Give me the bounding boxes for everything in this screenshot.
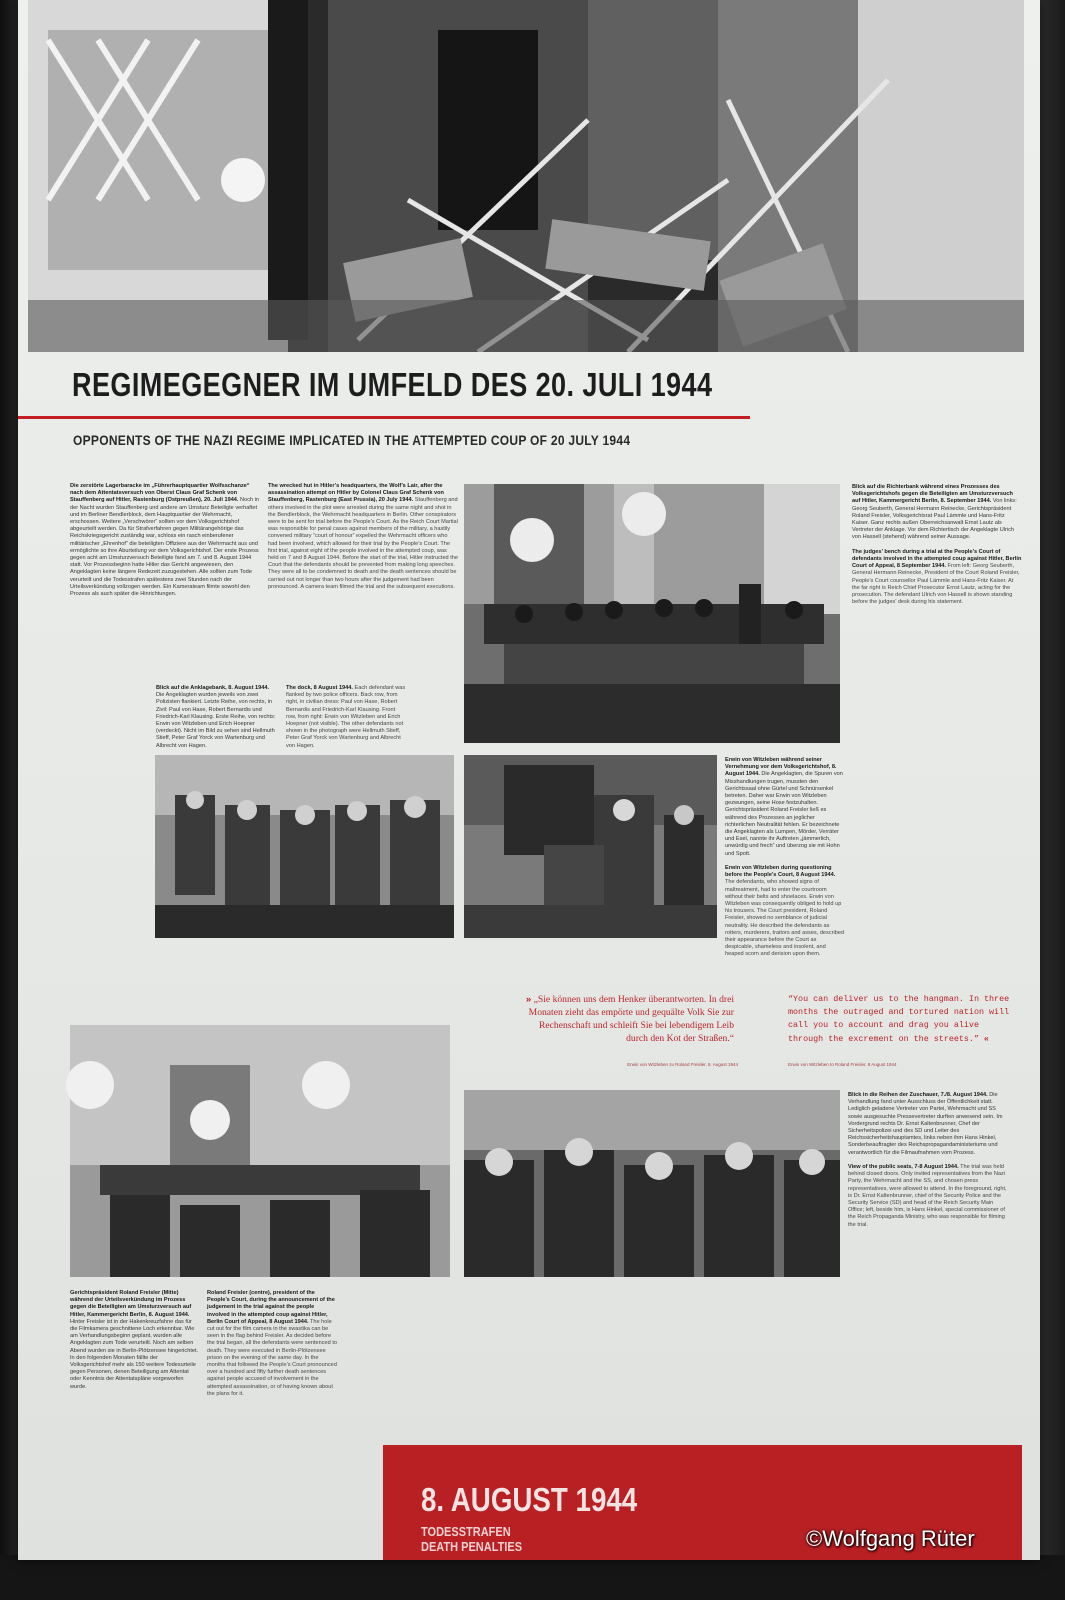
- caption-body: Hinter Freisler ist in der Hakenkreuzfahne das für die Filmkamera geschnittene Loch erkennbar. Wie am Verhandlungsbeginn geplant, wurden alle Angeklagten zum Tode verurteilt. Noch am selben Abend wurden sie in Berlin-Plötzensee hingerichtet. In den folgenden Monaten fällte der Volksgerichtshof mehr als 150 weitere Todesurteile gegen Personen, denen Beteiligung am Attentat oder Kenntnis der Attentatspläne vorgeworfen wurde.: [70, 1318, 199, 1390]
- photo-dock: [155, 755, 454, 938]
- caption-barracks-en: [268, 483, 458, 613]
- caption-judges: [852, 484, 1022, 714]
- caption-lead-en: Erwin von Witzleben during questioning before the People’s Court, 8 August 1944.: [725, 865, 836, 879]
- caption-freisler-de: [70, 1290, 200, 1410]
- panel-title: REGIMEGEGNER IM UMFELD DES 20. JULI 1944: [72, 366, 713, 403]
- title-red-rule: [18, 416, 750, 419]
- photo-witzleben: [464, 755, 717, 938]
- caption-lead: Die zerstörte Lagerbaracke im „Führerhauptquartier Wolfsschanze“ nach dem Attentatsversuch von Oberst Claus Graf Schenk von Stauffenberg auf Hitler, Rastenburg (Ostpreußen), 20. Juli 1944.: [70, 483, 250, 504]
- caption-freisler-en: [207, 1290, 337, 1410]
- caption-body: Die Angeklagten, die Spuren von Misshandlungen trugen, mussten den Gerichtssaal ohne Gürtel und Schnürsenkel betreten. Daher war Erwin von Witzleben gezwungen, seine Hose festzuhalten. Gerichtspräsident Roland Freisler ließ es während des Prozesses an jeglicher richterlichen Neutralität fehlen. Er bezeichnete die Angeklagten als Lumpen, Mörder, Verräter und Esel, nannte ihr Auftreten „jämmerlich, unwürdig und frech“ und überzog sie mit Hohn und Spott.: [725, 771, 843, 857]
- section-subtitle-german: TODESSTRAFEN: [421, 1525, 511, 1539]
- quote-english-text: “You can deliver us to the hangman. In three months the outraged and tortured nation will call you to account and drag you alive through the excrement on the streets.”: [788, 994, 1010, 1044]
- caption-lead-en: The judges’ bench during a trial at the People’s Court of defendants involved in the attempted coup against Hitler, Berlin Court of Appeal, 8 September 1944.: [852, 548, 1022, 570]
- caption-lead: Roland Freisler (centre), president of the People’s Court, during the announcement of the judgement in the trial against the people involved in the attempted coup against Hitler, Berlin Court of Appeal, 8 August 1944.: [207, 1290, 335, 1325]
- caption-barracks-de: [70, 483, 260, 613]
- caption-body: Noch in der Nacht wurden Stauffenberg und andere am Umsturz Beteiligte verhaftet und im Berliner Bendlerblock, dem Hauptquartier der Wehrmacht, erschossen. Weitere „Verschwörer“ sollten vor dem Volksgerichtshof abgeurteilt werden. Da für Strafverfahren gegen Militärangehörige das Reichskriegsgericht zuständig war, schloss ein rasch einberufener militärischer „Ehrenhof“ die beteiligten Offiziere aus der Wehrmacht aus und ermöglichte so ihre Aburteilung vor dem Volksgerichtshof. Der erste Prozess gegen acht am Umsturzversuch Beteiligte fand am 7. und 8. August 1944 statt. Vor Prozessbeginn hatte Hitler das Gericht angewiesen, den Angeklagten keine längere Redezeit zuzugestehen. Alle sollten zum Tode verurteilt und die Todesstrafen spätestens zwei Stunden nach der Urteilsverkündung vollzogen werden. Ein Kamerateam filmte sowohl den Prozess als auch später die Hinrichtungen.: [70, 497, 260, 598]
- quote-english: [788, 993, 1018, 1046]
- caption-lead: Blick auf die Anklagebank, 8. August 1944.: [156, 685, 270, 691]
- caption-body: Von links: Georg Seuberth, General Hermann Reinecke, Gerichtspräsident Roland Freisler, Volksgerichtsrat Paul Lämmle und Hans-Fritz Kaiser. Ganz rechts außen Oberreichsanwalt Ernst Lautz als Vertreter der Anklage. Vor dem Richtertisch der Angeklagte Ulrich von Hassell (stehend) während seiner Aussage.: [852, 498, 1017, 541]
- caption-body-en: The defendants, who showed signs of maltreatment, had to enter the courtroom without their belts and shoelaces. Erwin von Witzleben was consequently obliged to hold up his trousers. The Court president, Roland Freisler, showed no semblance of judicial neutrality. He described the defendants as rotters, murderers, traitors and asses, described their appearance before the Court as despicable, shameless and insolent, and heaped scorn and derision upon them.: [725, 879, 845, 958]
- panel-subtitle: OPPONENTS OF THE NAZI REGIME IMPLICATED IN THE ATTEMPTED COUP OF 20 JULY 1944: [73, 432, 631, 448]
- dark-floor-strip: [0, 1555, 1065, 1600]
- caption-body: Each defendant was flanked by two police officers. Back row, from right, in civilian dress: Paul von Hase, Robert Bernardis and Friedrich-Karl Klausing. Front row, from right: Erwin von Witzleben and Erich Hoepner (not visible). The other defendants not shown in the photograph were Hellmuth Stieff, Peter Graf Yorck von Wartenburg and Albrecht von Hagen.: [286, 685, 406, 749]
- caption-dock-en: [286, 685, 406, 751]
- section-date: 8. AUGUST 1944: [421, 1481, 638, 1518]
- caption-dock-de: [156, 685, 276, 751]
- caption-body: Stauffenberg and others involved in the plot were arrested during the same night and shot in the Bendlerblock, the Wehrmacht headquarters in Berlin. Other conspirators were to be sent for trial before the People’s Court. As the Reich Court Martial was responsible for penal cases against members of the military, a hastily convened military “court of honour” expelled the Wehrmacht officers who had been involved, which allowed for their trial by the People’s Court. The first trial, against eight of the people involved in the attempted coup, was held on 7 and 8 August 1944. Before the start of the trial, Hitler instructed the Court that the defendants should be prevented from making long speeches. They were all to be condemned to death and the death sentences should be carried out not longer than two hours after the judgement had been pronounced. A camera team filmed the trial and the subsequent executions.: [268, 497, 458, 590]
- caption-lead: Erwin von Witzleben während seiner Vernehmung vor dem Volksgerichtshof, 8. August 1944.: [725, 757, 837, 778]
- quote-english-source: Erwin von Witzleben to Roland Freisler, 8 August 1944: [788, 1062, 897, 1067]
- section-subtitle-english: DEATH PENALTIES: [421, 1540, 523, 1554]
- caption-lead: Blick in die Reihen der Zuschauer, 7./8. August 1944.: [848, 1092, 988, 1098]
- quote-close-mark: «: [984, 1033, 989, 1043]
- caption-body-en: From left: Georg Seuberth, General Hermann Reinecke, President of the Court Roland Freisler, People’s Court counsellor Paul Lämmle and Hans-Fritz Kaiser. At the far right is Reich Chief Prosecutor Ernst Lautz, acting for the prosecution. The defendant Ulrich von Hassell is shown standing before the judges’ desk during his statement.: [852, 563, 1020, 606]
- quote-german-text: „Sie können uns dem Henker überantworten. In drei Monaten zieht das empörte und gequälte Volk Sie zur Rechenschaft und schleift Sie bei lebendigem Leib durch den Kot der Straßen.“: [528, 994, 734, 1044]
- caption-body: Die Angeklagten wurden jeweils von zwei Polizisten flankiert. Letzte Reihe, von rechts, in Zivil: Paul von Hase, Robert Bernardis und Friedrich-Karl Klausing. Erste Reihe, von rechts: Erwin von Witzleben und Erich Hoepner (verdeckt). Nicht im Bild zu sehen sind Hellmuth Stieff, Peter Graf Yorck von Wartenburg und Albrecht von Hagen.: [156, 692, 276, 749]
- caption-lead: Gerichtspräsident Roland Freisler (Mitte) während der Urteilsverkündung im Prozess gegen die Beteiligten am Umsturzversuch auf Hitler, Kammergericht Berlin, 8. August 1944.: [70, 1290, 192, 1318]
- photo-audience: [464, 1090, 840, 1277]
- caption-witzleben: [725, 757, 845, 958]
- caption-body: The hole cut out for the film camera in the swastika can be seen in the flag behind Freisler. As decided before the trial began, all the defendants were sentenced to death. They were executed in Berlin-Plötzensee prison on the evening of the same day. In the months that followed the People’s Court pronounced over a hundred and fifty further death sentences against people accused of involvement in the attempted assassination, or of having known about the plans for it.: [207, 1318, 337, 1397]
- caption-body-en: The trial was held behind closed doors. Only invited representatives from the Nazi Party, the Wehrmacht and the SS, and chosen press representatives, were allowed to attend. In the foreground, right, is Dr. Ernst Kaltenbrunner, chief of the Security Police and the Security Service (SD) and head of the Reich Security Main Office; left, beside him, is Hans Hinkel, special commissioner of the Reich Propaganda Ministry, who was responsible for filming the trial.: [848, 1164, 1007, 1228]
- photo-freisler-verdict: [70, 1025, 450, 1277]
- caption-body: Die Verhandlung fand unter Ausschluss der Öffentlichkeit statt. Lediglich geladene Vertreter von Partei, Wehrmacht und SS sowie ausgesuchte Pressevertreter durften anwesend sein. Im Vordergrund rechts Dr. Ernst Kaltenbrunner, Chef der Sicherheitspolizei und des SD und Leiter des Reichssicherheitshauptamtes, links neben ihm Hans Hinkel, Sonderbeauftragter des Reichspropagandaministeriums und verantwortlich für die Filmaufnahmen vom Prozess.: [848, 1092, 1003, 1156]
- caption-lead: The dock, 8 August 1944.: [286, 685, 353, 691]
- caption-audience: [848, 1092, 1008, 1272]
- caption-lead: The wrecked hut in Hitler’s headquarters, the Wolf’s Lair, after the assassination attempt on Hitler by Colonel Claus Graf Schenk von Stauffenberg, Rastenburg (East Prussia), 20 July 1944.: [268, 483, 444, 504]
- caption-lead-en: View of the public seats, 7-8 August 1944.: [848, 1164, 959, 1171]
- caption-lead: Blick auf die Richterbank während eines Prozesses des Volksgerichtshofs gegen die Beteiligten am Umsturzversuch auf Hitler, Kammergericht Berlin, 8. September 1944.: [852, 484, 1013, 505]
- quote-german-source: Erwin von Witzleben zu Roland Freisler, 8. August 1944: [627, 1062, 738, 1067]
- photo-judges-bench: [464, 484, 840, 743]
- exhibition-panel: [18, 0, 1040, 1560]
- quote-open-mark: »: [525, 994, 532, 1005]
- photographer-watermark: ©Wolfgang Rüter: [806, 1526, 975, 1551]
- photo-destroyed-barracks: [28, 0, 1024, 352]
- quote-german: [518, 993, 734, 1045]
